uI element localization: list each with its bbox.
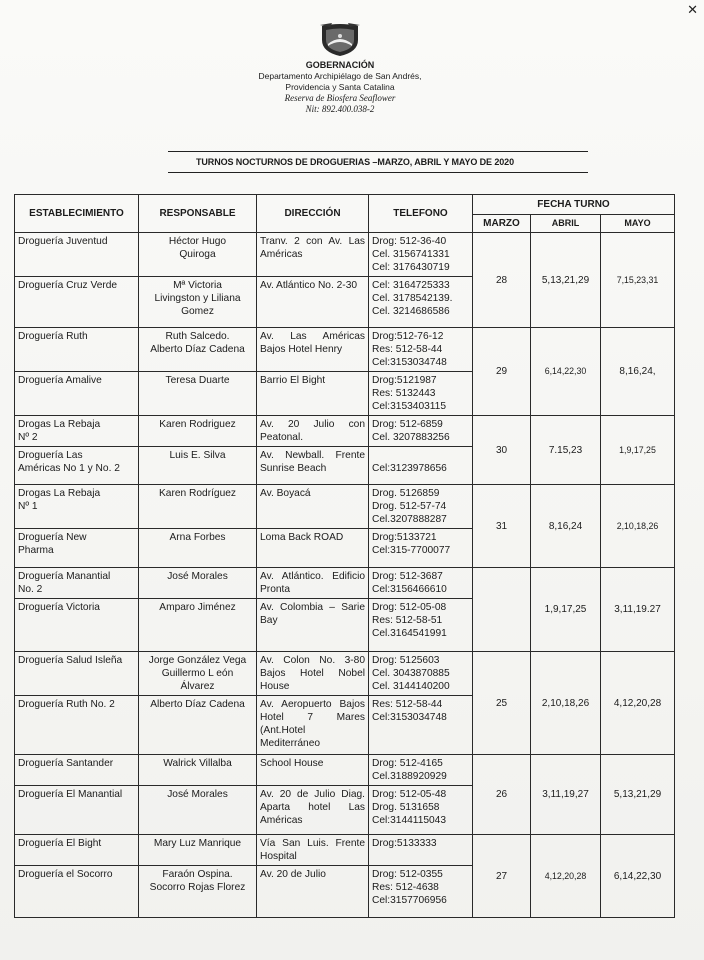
col-header-establecimiento: ESTABLECIMIENTO (15, 195, 139, 233)
responsable-cell: Arna Forbes (139, 529, 257, 568)
marzo-date-cell: 27 (473, 835, 531, 918)
responsable-cell: Ruth Salcedo. Alberto Díaz Cadena (139, 328, 257, 372)
abril-date-cell: 8,16,24 (531, 485, 601, 568)
telefono-cell: Drog: 512-05-48 Drog. 5131658 Cel:3144115043 (369, 786, 473, 835)
marzo-date-cell: 26 (473, 755, 531, 835)
establecimiento-cell: Droguería Victoria (15, 599, 139, 652)
direccion-cell: Av. Colon No. 3-80 Bajos Hotel Nobel House (257, 652, 369, 696)
telefono-cell: Drog: 512-6859 Cel. 3207883256 (369, 416, 473, 447)
abril-date-cell: 3,11,19,27 (531, 755, 601, 835)
establecimiento-cell: Drogas La Rebaja Nº 2 (15, 416, 139, 447)
table-row (15, 485, 675, 529)
direccion-cell: Av. Colombia – Sarie Bay (257, 599, 369, 652)
direccion-cell: Av. Boyacá (257, 485, 369, 529)
responsable-cell: Karen Rodríguez (139, 485, 257, 529)
mayo-date-cell: 1,9,17,25 (601, 416, 675, 485)
direccion-cell: Av. Atlántico No. 2-30 (257, 277, 369, 328)
telefono-cell: Drog:5133721 Cel:315-7700077 (369, 529, 473, 568)
coat-of-arms-seal-icon (318, 22, 362, 58)
abril-date-cell: 7.15,23 (531, 416, 601, 485)
direccion-cell: Tranv. 2 con Av. Las Américas (257, 233, 369, 277)
title-rule-top (168, 151, 588, 152)
telefono-cell: Res: 512-58-44 Cel:3153034748 (369, 696, 473, 755)
direccion-cell: Vía San Luis. Frente Hospital (257, 835, 369, 866)
direccion-cell: Av. Atlántico. Edificio Pronta (257, 568, 369, 599)
dept-line-1: Departamento Archipiélago de San Andrés, (258, 71, 422, 81)
direccion-cell: Av. Newball. Frente Sunrise Beach (257, 447, 369, 485)
establecimiento-cell: Droguería Manantial No. 2 (15, 568, 139, 599)
marzo-date-cell: 30 (473, 416, 531, 485)
establecimiento-cell: Droguería Cruz Verde (15, 277, 139, 328)
establecimiento-cell: Droguería Santander (15, 755, 139, 786)
marzo-date-cell: 25 (473, 652, 531, 755)
table-row (15, 835, 675, 866)
abril-date-cell: 5,13,21,29 (531, 233, 601, 328)
establecimiento-cell: Drogas La Rebaja Nº 1 (15, 485, 139, 529)
schedule-table (14, 194, 675, 918)
mayo-date-cell: 6,14,22,30 (601, 835, 675, 918)
responsable-cell: Walrick Villalba (139, 755, 257, 786)
establecimiento-cell: Droguería el Socorro (15, 866, 139, 918)
telefono-cell: Drog:5121987 Res: 5132443 Cel:3153403115 (369, 372, 473, 416)
responsable-cell: Jorge González Vega Guillermo L eón Álvarez (139, 652, 257, 696)
mayo-date-cell: 4,12,20,28 (601, 652, 675, 755)
col-header-direccion: DIRECCIÓN (257, 195, 369, 233)
establecimiento-cell: Droguería Amalive (15, 372, 139, 416)
telefono-cell: Drog. 5126859 Drog. 512-57-74 Cel.3207888287 (369, 485, 473, 529)
telefono-cell: Cel: 3164725333 Cel. 3178542139. Cel. 3214686586 (369, 277, 473, 328)
reserve-line: Reserva de Biosfera Seaflower (284, 93, 396, 103)
responsable-cell: Teresa Duarte (139, 372, 257, 416)
establecimiento-cell: Droguería El Bight (15, 835, 139, 866)
responsable-cell: Mary Luz Manrique (139, 835, 257, 866)
mayo-date-cell: 8,16,24, (601, 328, 675, 416)
establecimiento-cell: Droguería El Manantial (15, 786, 139, 835)
mayo-date-cell: 7,15,23,31 (601, 233, 675, 328)
responsable-cell: Mª Victoria Livingston y Liliana Gomez (139, 277, 257, 328)
marzo-date-cell (473, 568, 531, 652)
col-header-abril: ABRIL (531, 215, 601, 233)
close-icon[interactable]: ✕ (687, 2, 698, 17)
document-title: TURNOS NOCTURNOS DE DROGUERIAS –MARZO, ABRIL Y MAYO DE 2020 (196, 157, 514, 167)
abril-date-cell: 6,14,22,30 (531, 328, 601, 416)
responsable-cell: José Morales (139, 786, 257, 835)
establecimiento-cell: Droguería Salud Isleña (15, 652, 139, 696)
direccion-cell: Av. Aeropuerto Bajos Hotel 7 Mares (Ant.Hotel Mediterráneo (257, 696, 369, 755)
org-name: GOBERNACIÓN (305, 60, 375, 70)
responsable-cell: Karen Rodriguez (139, 416, 257, 447)
direccion-cell: Loma Back ROAD (257, 529, 369, 568)
marzo-date-cell: 31 (473, 485, 531, 568)
telefono-cell: Cel:3123978656 (369, 447, 473, 485)
telefono-cell: Drog: 5125603 Cel. 3043870885 Cel. 3144140200 (369, 652, 473, 696)
abril-date-cell: 1,9,17,25 (531, 568, 601, 652)
direccion-cell: Av. 20 Julio con Peatonal. (257, 416, 369, 447)
col-header-telefono: TELEFONO (369, 195, 473, 233)
letterhead (230, 60, 450, 115)
direccion-cell: Av. 20 de Julio Diag. Aparta hotel Las Américas (257, 786, 369, 835)
telefono-cell: Drog: 512-3687 Cel:3156466610 (369, 568, 473, 599)
direccion-cell: Barrio El Bight (257, 372, 369, 416)
direccion-cell: Av. Las Américas Bajos Hotel Henry (257, 328, 369, 372)
responsable-cell: Faraón Ospina. Socorro Rojas Florez (139, 866, 257, 918)
marzo-date-cell: 29 (473, 328, 531, 416)
responsable-cell: Amparo Jiménez (139, 599, 257, 652)
establecimiento-cell: Droguería Las Américas No 1 y No. 2 (15, 447, 139, 485)
table-row (15, 328, 675, 372)
dept-line-2: Providencia y Santa Catalina (285, 82, 395, 92)
mayo-date-cell: 5,13,21,29 (601, 755, 675, 835)
abril-date-cell: 4,12,20,28 (531, 835, 601, 918)
responsable-cell: Luis E. Silva (139, 447, 257, 485)
responsable-cell: Alberto Díaz Cadena (139, 696, 257, 755)
col-header-fecha-turno: FECHA TURNO (473, 195, 675, 215)
table-row (15, 416, 675, 447)
mayo-date-cell: 3,11,19.27 (601, 568, 675, 652)
mayo-date-cell: 2,10,18,26 (601, 485, 675, 568)
table-row (15, 233, 675, 277)
col-header-mayo: MAYO (601, 215, 675, 233)
telefono-cell: Drog:512-76-12 Res: 512-58-44 Cel:3153034748 (369, 328, 473, 372)
responsable-cell: José Morales (139, 568, 257, 599)
title-rule-bottom (168, 172, 588, 173)
telefono-cell: Drog: 512-36-40 Cel. 3156741331 Cel: 3176430719 (369, 233, 473, 277)
establecimiento-cell: Droguería Ruth No. 2 (15, 696, 139, 755)
marzo-date-cell: 28 (473, 233, 531, 328)
direccion-cell: School House (257, 755, 369, 786)
table-row (15, 652, 675, 696)
direccion-cell: Av. 20 de Julio (257, 866, 369, 918)
table-row (15, 755, 675, 786)
establecimiento-cell: Droguería New Pharma (15, 529, 139, 568)
telefono-cell: Drog: 512-0355 Res: 512-4638 Cel:3157706956 (369, 866, 473, 918)
col-header-marzo: MARZO (473, 215, 531, 233)
establecimiento-cell: Droguería Juventud (15, 233, 139, 277)
table-header-row (15, 195, 675, 215)
responsable-cell: Héctor Hugo Quiroga (139, 233, 257, 277)
abril-date-cell: 2,10,18,26 (531, 652, 601, 755)
telefono-cell: Drog: 512-4165 Cel.3188920929 (369, 755, 473, 786)
telefono-cell: Drog:5133333 (369, 835, 473, 866)
establecimiento-cell: Droguería Ruth (15, 328, 139, 372)
telefono-cell: Drog: 512-05-08 Res: 512-58-51 Cel.3164541991 (369, 599, 473, 652)
col-header-responsable: RESPONSABLE (139, 195, 257, 233)
nit-line: Nit: 892.400.038-2 (305, 104, 375, 114)
table-row (15, 568, 675, 599)
